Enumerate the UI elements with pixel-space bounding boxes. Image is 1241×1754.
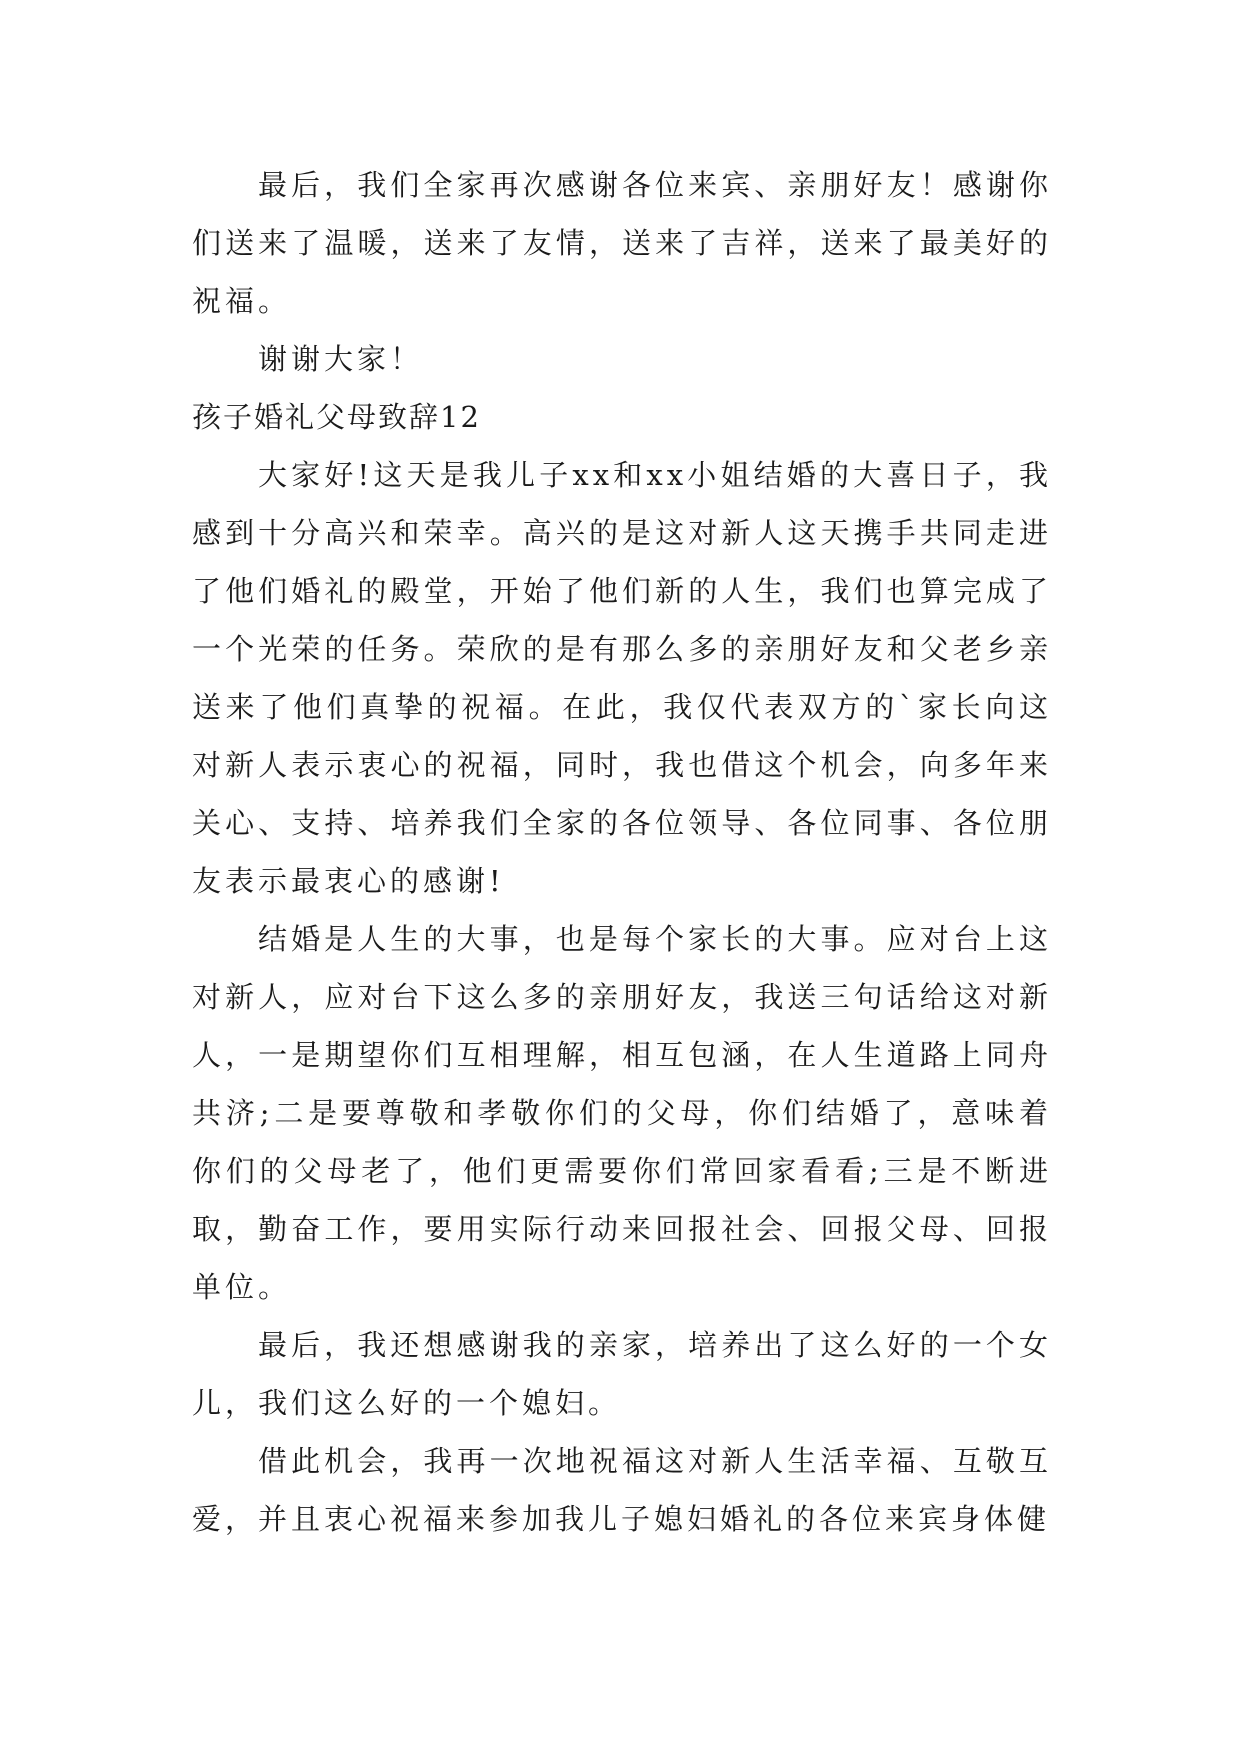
paragraph-closing-thanks: 最后，我们全家再次感谢各位来宾、亲朋好友！感谢你们送来了温暖，送来了友情，送来了吉祥，送来了最美好的祝福。 [192,168,1052,318]
section-heading: 孩子婚礼父母致辞12 [192,400,481,434]
paragraph-thank-you: 谢谢大家！ [258,342,424,376]
paragraph-thanks-in-laws: 最后，我还想感谢我的亲家，培养出了这么好的一个女儿，我们这么好的一个媳妇。 [192,1328,1052,1420]
paragraph-blessing: 借此机会，我再一次地祝福这对新人生活幸福、互敬互爱，并且衷心祝福来参加我儿子媳妇婚礼的各位来宾身体健 [192,1444,1052,1536]
document-body [192,156,1052,1548]
paragraph-greeting: 大家好!这天是我儿子xx和xx小姐结婚的大喜日子，我感到十分高兴和荣幸。高兴的是这对新人这天携手共同走进了他们婚礼的殿堂，开始了他们新的人生，我们也算完成了一个光荣的任务。荣欣的是有那么多的亲朋好友和父老乡亲送来了他们真挚的祝福。在此，我仅代表双方的`家长向这对新人表示衷心的祝福，同时，我也借这个机会，向多年来关心、支持、培养我们全家的各位领导、各位同事、各位朋友表示最衷心的感谢! [192,458,1052,898]
paragraph-three-wishes: 结婚是人生的大事，也是每个家长的大事。应对台上这对新人，应对台下这么多的亲朋好友，我送三句话给这对新人，一是期望你们互相理解，相互包涵，在人生道路上同舟共济;二是要尊敬和孝敬你们的父母，你们结婚了，意味着你们的父母老了，他们更需要你们常回家看看;三是不断进取，勤奋工作，要用实际行动来回报社会、回报父母、回报单位。 [192,922,1052,1304]
